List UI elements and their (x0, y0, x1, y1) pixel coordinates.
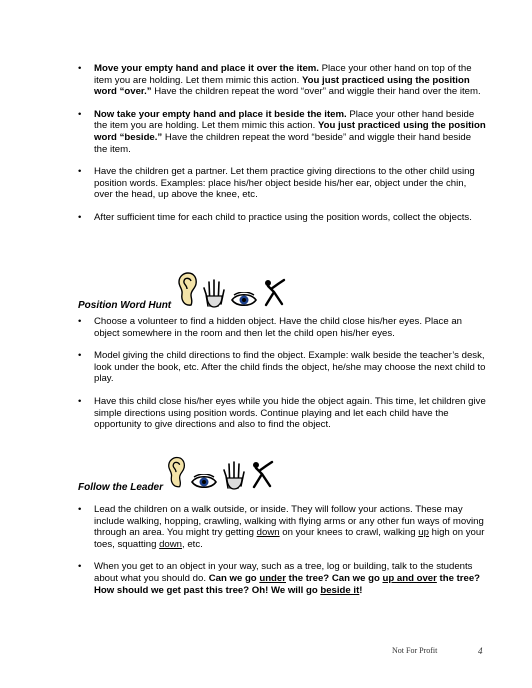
section-2-list (78, 316, 486, 442)
list-item (78, 109, 486, 155)
eye-icon (190, 474, 218, 490)
page-number: 4 (478, 646, 483, 656)
bullet-marker: • (78, 504, 82, 515)
text-run: You just practiced using the position word “over.” (94, 74, 470, 98)
bullet-marker: • (78, 316, 82, 327)
text-run: , etc. (182, 538, 203, 550)
text-run: down (159, 538, 183, 550)
text-run: When you get to an object in your way, such as a tree, log or building, talk to the students about what you should do. (94, 561, 473, 584)
eye-icon (230, 292, 258, 308)
ear-icon (176, 272, 198, 308)
section-3-list (78, 504, 486, 607)
list-item (78, 504, 486, 550)
footer-text: Not For Profit (392, 646, 438, 655)
text-run: up (418, 527, 429, 539)
text-run: the tree? How should we get past this tree? Oh! We will go (94, 572, 481, 596)
bullet-marker: • (78, 108, 82, 120)
list-item (78, 166, 486, 201)
position-word-hunt-icons (176, 272, 288, 308)
stretching-figure-icon (262, 278, 288, 308)
text-run: Move your empty hand and place it over the item. (94, 63, 319, 74)
text-run: beside it (320, 584, 360, 596)
list-item (78, 396, 486, 431)
bullet-marker: • (78, 166, 82, 178)
bullet-marker: • (78, 561, 82, 573)
list-item (78, 350, 486, 385)
section-1-list (78, 63, 486, 235)
list-item (78, 212, 486, 224)
follow-the-leader-heading: Follow the Leader (78, 482, 164, 493)
text-run: Have this child close his/her eyes while you hide the object again. This time, let children give simple directions using position words. Continue playing and let each child have the opportunity to give directions and also to find the object. (94, 395, 486, 431)
text-run: Have the children repeat the word “over” and wiggle their hand over the item. (151, 86, 481, 98)
text-run: ! (359, 584, 363, 596)
text-run: up and over (382, 572, 437, 584)
text-run: Lead the children on a walk outside, or inside. They will follow your actions. These may include walking, hopping, crawling, walking with flying arms or any other fun ways of moving through an area. You might try getting (94, 504, 484, 539)
text-run: down (256, 527, 280, 539)
follow-the-leader-icons (166, 456, 276, 490)
bullet-marker: • (78, 63, 82, 74)
text-run: Choose a volunteer to find a hidden object. Have the child close his/her eyes. Place an object somewhere in the room and then let the child open his/her eyes. (94, 316, 462, 339)
text-run: After sufficient time for each child to practice using the position words, collect the objects. (94, 211, 472, 223)
bullet-marker: • (78, 211, 82, 223)
text-run: Have the children repeat the word “beside” and wiggle their hand beside the item. (94, 131, 472, 155)
text-run: the tree? Can we go (285, 572, 383, 584)
hand-icon (202, 278, 226, 308)
ear-icon (166, 456, 186, 490)
list-item (78, 561, 486, 596)
text-run: Model giving the child directions to find the object. Example: walk beside the teacher’s desk, look under the book, etc. After the child finds the object, he/she may choose the next child to play. (94, 350, 486, 385)
stretching-figure-icon (250, 460, 276, 490)
bullet-marker: • (78, 395, 82, 407)
list-item (78, 316, 486, 339)
position-word-hunt-heading: Position Word Hunt (78, 300, 172, 311)
text-run: You just practiced using the position word “beside.” (94, 120, 486, 143)
text-run: Can we go (208, 572, 260, 584)
text-run: under (259, 572, 286, 584)
text-run: on your knees to crawl, walking (279, 527, 419, 539)
text-run: Place your other hand on top of the item you are holding. Let them mimic this action. (94, 63, 472, 86)
text-run: Place your other hand beside the item you are holding. Let them mimic this action. (94, 108, 475, 132)
hand-icon (222, 460, 246, 490)
text-run: high on your toes, squatting (94, 527, 485, 550)
text-run: Have the children get a partner. Let them practice giving directions to the other child using position words. Examples: place his/her object beside his/her ear, object under the chin, over the head, up above the knee, etc. (94, 166, 475, 201)
list-item (78, 63, 486, 98)
bullet-marker: • (78, 350, 82, 362)
text-run: Now take your empty hand and place it beside the item. (94, 108, 347, 120)
